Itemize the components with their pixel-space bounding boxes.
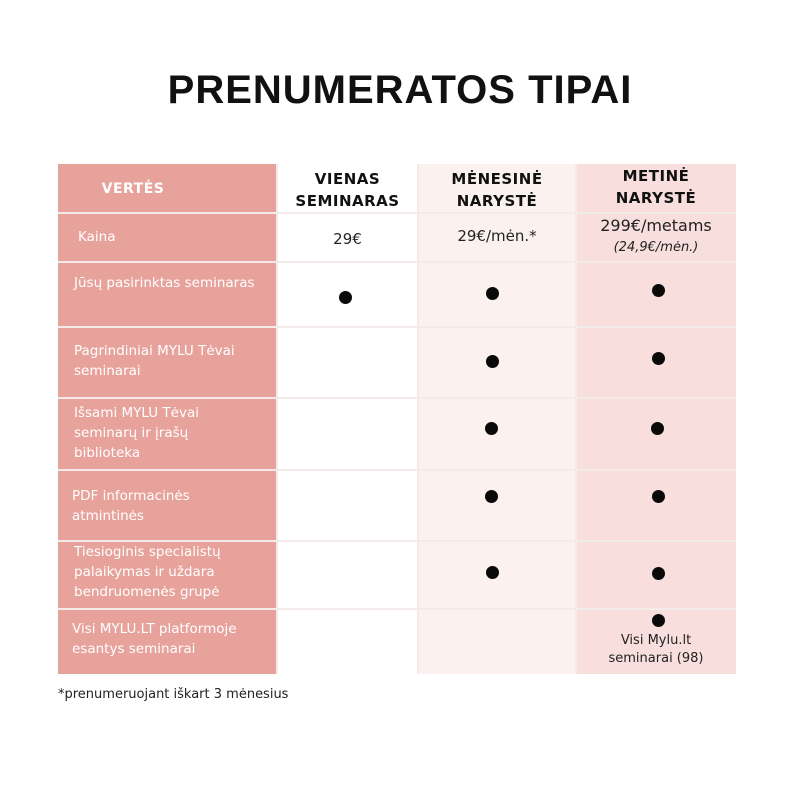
row-label: Jūsų pasirinktas seminaras (74, 275, 255, 291)
annual-note-line: Visi Mylu.lt (620, 633, 692, 648)
check-dot-icon (651, 422, 664, 435)
row-label: Išsami MYLU Tėvai seminarų ir įrašų biblioteka (74, 405, 199, 461)
price-annual-note: (24,9€/mėn.) (613, 240, 699, 255)
annual-note-line: seminarai (98) (608, 651, 704, 666)
check-dot-icon (652, 352, 665, 365)
check-dot-icon (339, 291, 352, 304)
check-dot-icon (652, 284, 665, 297)
page-title: PRENUMERATOS TIPAI (167, 68, 633, 112)
row-label: Visi MYLU.LT platformoje esantys seminarai (72, 621, 237, 657)
row-divider (58, 608, 736, 610)
price-annual: 299€/metams (600, 216, 712, 235)
header-line: VIENAS (314, 170, 381, 188)
check-dot-icon (652, 567, 665, 580)
header-line: SEMINARAS (295, 192, 400, 210)
price-monthly: 29€/mėn.* (457, 227, 537, 245)
check-dot-icon (652, 614, 665, 627)
check-dot-icon (486, 355, 499, 368)
check-dot-icon (486, 287, 499, 300)
row-label: Pagrindiniai MYLU Tėvai seminarai (74, 343, 235, 379)
row-divider (58, 212, 736, 214)
header-single-seminar (277, 168, 418, 212)
row-label: PDF informacinės atmintinės (72, 488, 190, 524)
header-monthly-membership (418, 168, 576, 212)
price-label: Kaina (78, 229, 116, 245)
header-values: VERTĖS (101, 181, 165, 197)
check-dot-icon (485, 422, 498, 435)
footnote: *prenumeruojant iškart 3 mėnesius (58, 687, 289, 702)
header-line: NARYSTĖ (615, 189, 697, 207)
row-label: Tiesioginis specialistų palaikymas ir uždara bendruomenės grupė (74, 544, 221, 600)
header-line: NARYSTĖ (456, 192, 538, 210)
price-single: 29€ (333, 230, 362, 248)
header-line: MĖNESINĖ (451, 170, 543, 188)
row-divider (58, 326, 736, 328)
check-dot-icon (486, 566, 499, 579)
header-line: METINĖ (622, 167, 690, 185)
row-divider (58, 469, 736, 471)
row-divider (58, 397, 736, 399)
annual-all-seminars-note (576, 632, 736, 668)
row-divider (58, 261, 736, 263)
header-annual-membership (576, 165, 736, 209)
check-dot-icon (652, 490, 665, 503)
check-dot-icon (485, 490, 498, 503)
